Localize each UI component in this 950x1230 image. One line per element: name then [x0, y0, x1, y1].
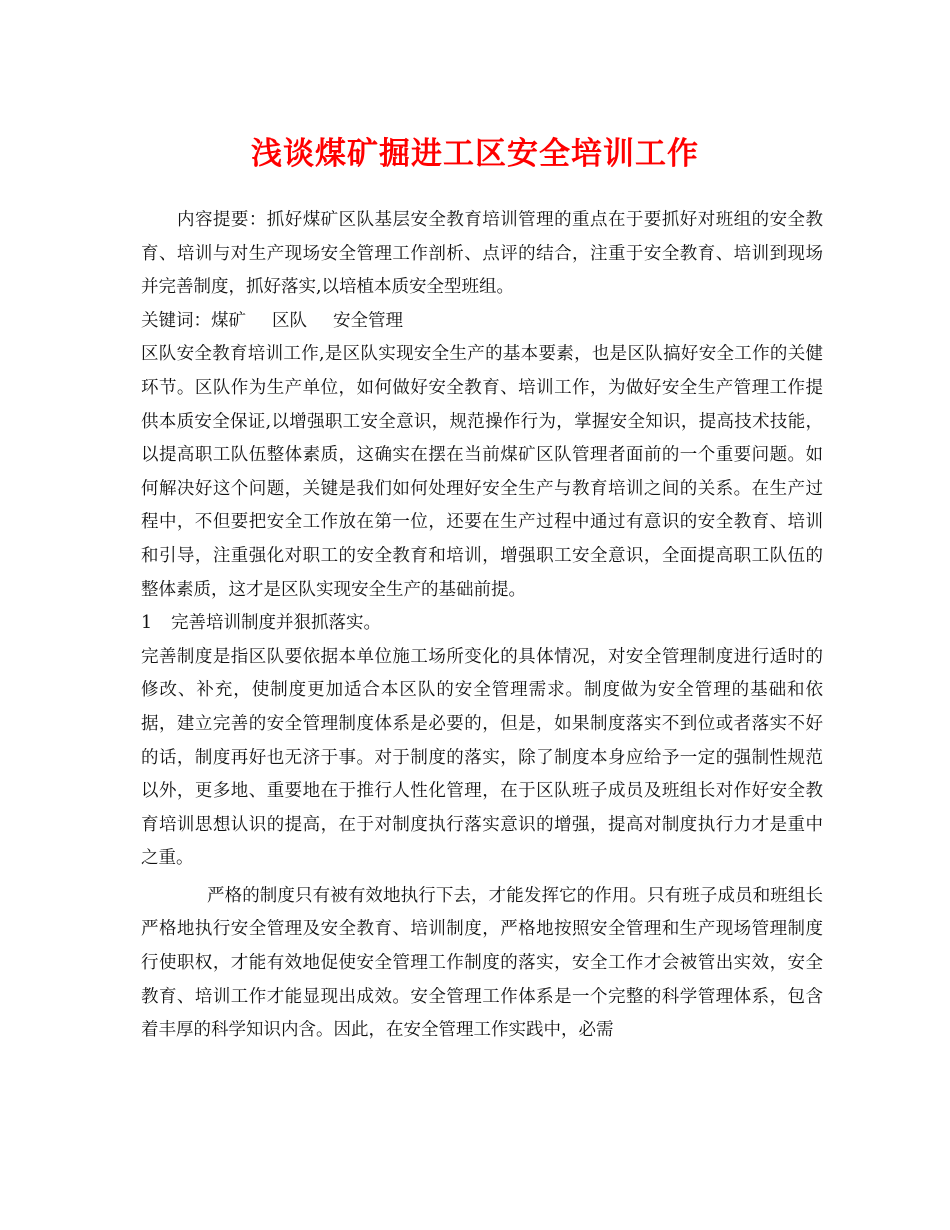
keywords-label: 关键词： — [141, 310, 211, 331]
document-title: 浅谈煤矿掘进工区安全培训工作 — [251, 136, 699, 172]
keywords-line — [141, 305, 823, 339]
document-body — [141, 204, 823, 1048]
section-number: 1 — [141, 613, 153, 634]
body-paragraph: 严格的制度只有被有效地执行下去，才能发挥它的作用。只有班子成员和班组长严格地执行安全管理及安全教育、培训制度，严格地按照安全管理和生产现场管理制度行使职权，才能有效地促使安全管理工作制度的落实，安全工作才会被管出实效，安全教育、培训工作才能显现出成效。安全管理工作体系是一个完整的科学管理体系，包含着丰厚的科学知识内含。因此，在安全管理工作实践中，必需 — [141, 885, 823, 1041]
keyword-item: 煤矿 — [211, 310, 246, 331]
keyword-item: 安全管理 — [333, 310, 403, 331]
body-paragraph: 区队安全教育培训工作,是区队实现安全生产的基本要素，也是区队搞好安全工作的关健环节。区队作为生产单位，如何做好安全教育、培训工作，为做好安全生产管理工作提供本质安全保证,以增强职工安全意识，规范操作行为，掌握安全知识，提高技术技能，以提高职工队伍整体素质，这确实在摆在当前煤矿区队管理者面前的一个重要问题。如何解决好这个问题，关键是我们如何处理好安全生产与教育培训之间的关系。在生产过程中，不但要把安全工作放在第一位，还要在生产过程中通过有意识的安全教育、培训和引导，注重强化对职工的安全教育和培训，增强职工安全意识，全面提高职工队伍的整体素质，这才是区队实现安全生产的基础前提。 — [141, 344, 823, 600]
section-heading — [141, 607, 823, 641]
body-paragraph: 完善制度是指区队要依据本单位施工场所变化的具体情况，对安全管理制度进行适时的修改、补充，使制度更加适合本区队的安全管理需求。制度做为安全管理的基础和依据，建立完善的安全管理制度体系是必要的，但是，如果制度落实不到位或者落实不好的话，制度再好也无济于事。对于制度的落实，除了制度本身应给予一定的强制性规范以外，更多地、重要地在于推行人性化管理，在于区队班子成员及班组长对作好安全教育培训思想认识的提高，在于对制度执行落实意识的增强，提高对制度执行力才是重中之重。 — [141, 646, 823, 869]
keyword-item: 区队 — [272, 310, 307, 331]
section-title: 完善培训制度并狠抓落实。 — [171, 613, 381, 634]
abstract-paragraph: 内容提要：抓好煤矿区队基层安全教育培训管理的重点在于要抓好对班组的安全教育、培训与对生产现场安全管理工作剖析、点评的结合，注重于安全教育、培训到现场并完善制度，抓好落实,以培植本质安全型班组。 — [141, 210, 823, 298]
